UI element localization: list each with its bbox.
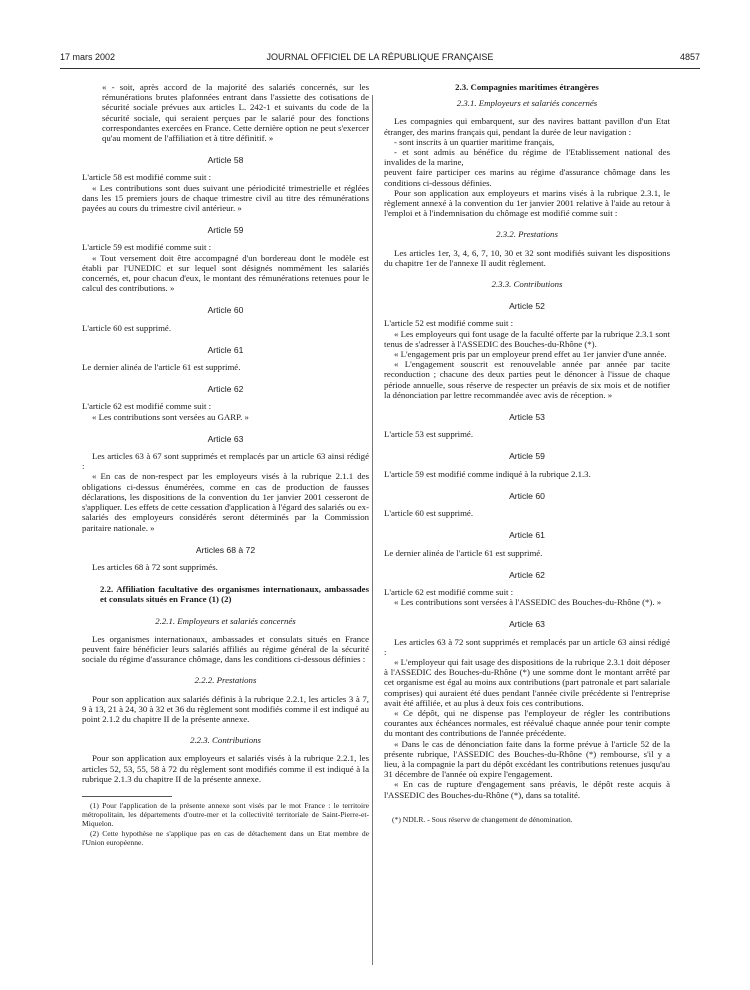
header-rule: [60, 68, 700, 69]
article-heading: Article 63: [207, 433, 244, 444]
article-heading: Article 62: [207, 384, 244, 395]
paragraph: L'article 58 est modifié comme suit :: [82, 172, 212, 183]
article-heading: Article 59: [207, 225, 244, 236]
subsection-heading: 2.3.3. Contributions: [491, 279, 563, 290]
header-date: 17 mars 2002: [60, 52, 116, 62]
footnote: (1) Pour l'application de la présente annexe sont visés par le mot France : le territoire métropolitain, les départements d'outre-mer et la collectivité territoriale de Saint-Pierre-et-Miquelon.: [82, 800, 369, 828]
paragraph: Pour son application aux salariés définis à la rubrique 2.2.1, les articles 3 à 7, 9 à 13, 21 à 24, 30 à 32 et 36 du règlement sont modifiés comme il est indiqué au point 2.1.2 du chapitre II de la présente annexe.: [82, 693, 369, 724]
article-heading: Articles 68 à 72: [195, 544, 256, 555]
paragraph: L'article 53 est supprimé.: [384, 429, 474, 440]
paragraph: « En cas de rupture d'engagement sans préavis, le dépôt reste acquis à l'ASSEDIC des Bouches-du-Rhône (*), dans sa totalité.: [384, 779, 670, 800]
paragraph: « Dans le cas de dénonciation faite dans la forme prévue à l'article 52 de la présente rubrique, l'ASSEDIC des Bouches-du-Rhône (*) rembourse, s'il y a lieu, à la compagnie la part du dépôt excédant les contributions retenues jusqu'au 31 décembre de l'année où expire l'engagement.: [384, 738, 670, 780]
article-heading: Article 52: [509, 301, 545, 312]
paragraph: « Ce dépôt, qui ne dispense pas l'employeur de régler les contributions courantes aux échéances normales, est réévalué chaque année pour tenir compte du montant des contributions de l'année précédente.: [384, 707, 670, 739]
paragraph: L'article 62 est modifié comme suit :: [384, 586, 514, 597]
paragraph: « Les employeurs qui font usage de la faculté offerte par la rubrique 2.3.1 sont tenus de s'adresser à l'ASSEDIC des Bouches-du-Rhône (*).: [384, 328, 670, 349]
right-column: [384, 82, 670, 827]
subsection-heading: 2.2.3. Contributions: [190, 735, 261, 746]
page-header: [60, 52, 700, 66]
article-heading: Article 62: [509, 569, 545, 580]
article-heading: Article 61: [509, 530, 545, 541]
paragraph: L'article 60 est supprimé.: [82, 322, 172, 333]
article-heading: Article 53: [509, 412, 545, 423]
paragraph: Pour son application aux employeurs et marins visés à la rubrique 2.3.1, le règlement annexé à la convention du 1er janvier 2001 relative à l'aide au retour à l'emploi et à l'indemnisation du chômage est modifié comme suit :: [384, 187, 670, 219]
paragraph: L'article 60 est supprimé.: [384, 508, 474, 519]
subsection-heading: 2.2.2. Prestations: [194, 675, 257, 686]
section-heading: 2.2. Affiliation facultative des organismes internationaux, ambassades et consulats situés en France (1) (2): [100, 584, 369, 605]
paragraph: « Les contributions sont versées à l'ASSEDIC des Bouches-du-Rhône (*). »: [394, 597, 662, 608]
paragraph: « L'engagement souscrit est renouvelable année par année par tacite reconduction ; chacune des deux parties peut le dénoncer à l'issue de chaque période annuelle, sous réserve de respecter un préavis de six mois et de notifier la dénonciation par lettre recommandée avec avis de réception. »: [384, 359, 670, 400]
subsection-heading: 2.2.1. Employeurs et salariés concernés: [155, 615, 296, 626]
paragraph: Les articles 68 à 72 sont supprimés.: [92, 561, 218, 572]
paragraph: Le dernier alinéa de l'article 61 est supprimé.: [384, 547, 543, 558]
list-item: - sont inscrits à un quartier maritime français,: [394, 136, 555, 147]
paragraph: « En cas de non-respect par les employeurs visés à la rubrique 2.1.1 des obligations ci-dessus énumérées, comme en cas de production de fausses déclarations, les dispositions de la convention du 1er janvier 2001 cesseront de s'appliquer. Les effets de cette cessation d'application à l'égard des salariés ou ex-salariés des employeurs considérés seront déterminés par la Commission paritaire nationale. »: [82, 471, 369, 533]
paragraph: « Les contributions sont dues suivant une périodicité trimestrielle et réglées dans les 15 premiers jours de chaque trimestre civil au titre des rémunérations payées au cours du trimestre civil antérieur. »: [82, 182, 369, 214]
paragraph: Les organismes internationaux, ambassades et consulats situés en France peuvent faire bénéficier leurs salariés affiliés au régime général de la sécurité sociale du régime d'assurance chômage, dans les conditions ci-dessous définies :: [82, 633, 369, 665]
paragraph: L'article 59 est modifié comme suit :: [82, 242, 212, 253]
article-heading: Article 59: [509, 451, 545, 462]
footnote: (*) NDLR. - Sous réserve de changement de dénomination.: [392, 814, 573, 824]
footnote: (2) Cette hypothèse ne s'applique pas en cas de détachement dans un Etat membre de l'Union européenne.: [82, 829, 369, 848]
paragraph: Les articles 1er, 3, 4, 6, 7, 10, 30 et 32 sont modifiés suivant les dispositions du chapitre 1er de l'annexe II audit règlement.: [384, 247, 670, 268]
subsection-heading: 2.3.1. Employeurs et salariés concernés: [456, 98, 598, 109]
footnote-rule: [82, 796, 172, 797]
paragraph: Les articles 63 à 72 sont supprimés et remplacés par un article 63 ainsi rédigé :: [384, 636, 670, 657]
paragraph: « Tout versement doit être accompagné d'un bordereau dont le modèle est établi par l'UNEDIC et sur lequel sont désignés nommément les salariés concernés, et, pour chacun d'eux, le montant des rémunérations retenues pour le calcul des contributions. »: [82, 252, 369, 294]
header-page-number: 4857: [679, 52, 700, 62]
paragraph: L'article 62 est modifié comme suit :: [82, 401, 212, 412]
list-item: - et sont admis au bénéfice du régime de l'Etablissement national des invalides de la marine,: [384, 147, 670, 168]
paragraph: « Les contributions sont versées au GARP. »: [92, 411, 249, 422]
paragraph: « L'engagement pris par un employeur prend effet au 1er janvier d'une année.: [394, 349, 667, 360]
paragraph: Le dernier alinéa de l'article 61 est supprimé.: [82, 362, 241, 373]
article-heading: Article 61: [207, 344, 244, 355]
paragraph: « L'employeur qui fait usage des dispositions de la rubrique 2.3.1 doit déposer à l'ASSEDIC des Bouches-du-Rhône (*) une somme dont le montant arrêté par cet organisme est égal au moins aux contributions (part patronale et part salariale comprises) qui auraient été dues pendant l'année civile précédente si l'entreprise avait été affiliée, et au plus à deux fois ces contributions.: [384, 656, 670, 708]
paragraph: Les articles 63 à 67 sont supprimés et remplacés par un article 63 ainsi rédigé :: [82, 451, 369, 472]
article-heading: Article 60: [207, 305, 244, 316]
paragraph: L'article 52 est modifié comme suit :: [384, 318, 514, 329]
article-heading: Article 63: [509, 619, 545, 630]
column-divider: [372, 95, 373, 965]
paragraph: L'article 59 est modifié comme indiqué à la rubrique 2.1.3.: [384, 468, 591, 479]
subsection-heading: 2.3.2. Prestations: [496, 229, 558, 240]
section-heading: 2.3. Compagnies maritimes étrangères: [455, 82, 599, 92]
article-heading: Article 58: [207, 155, 244, 166]
left-column: [82, 82, 369, 850]
paragraph: Pour son application aux employeurs et salariés visés à la rubrique 2.2.1, les articles 52, 53, 55, 58 à 72 du règlement sont modifiés comme il est indiqué à la rubrique 2.1.3 du chapitre II de la présente annexe.: [82, 753, 369, 784]
article-heading: Article 60: [509, 490, 545, 501]
paragraph: peuvent faire participer ces marins au régime d'assurance chômage dans les conditions ci-dessous définies.: [384, 167, 670, 188]
paragraph: « - soit, après accord de la majorité des salariés concernés, sur les rémunérations brutes plafonnées entrant dans l'assiette des cotisations de sécurité sociale prévues aux articles L. 242-1 et suivants du code de la sécurité sociale, qui seraient perçues par le salarié pour des fonctions correspondantes exercées en France. Cette dernière option ne peut s'exercer qu'au moment de l'affiliation et à titre définitif. »: [102, 82, 369, 144]
paragraph: Les compagnies qui embarquent, sur des navires battant pavillon d'un Etat étranger, des marins français qui, pendant la durée de leur navigation :: [384, 116, 670, 137]
header-title: JOURNAL OFFICIEL DE LA RÉPUBLIQUE FRANÇAISE: [266, 52, 494, 62]
